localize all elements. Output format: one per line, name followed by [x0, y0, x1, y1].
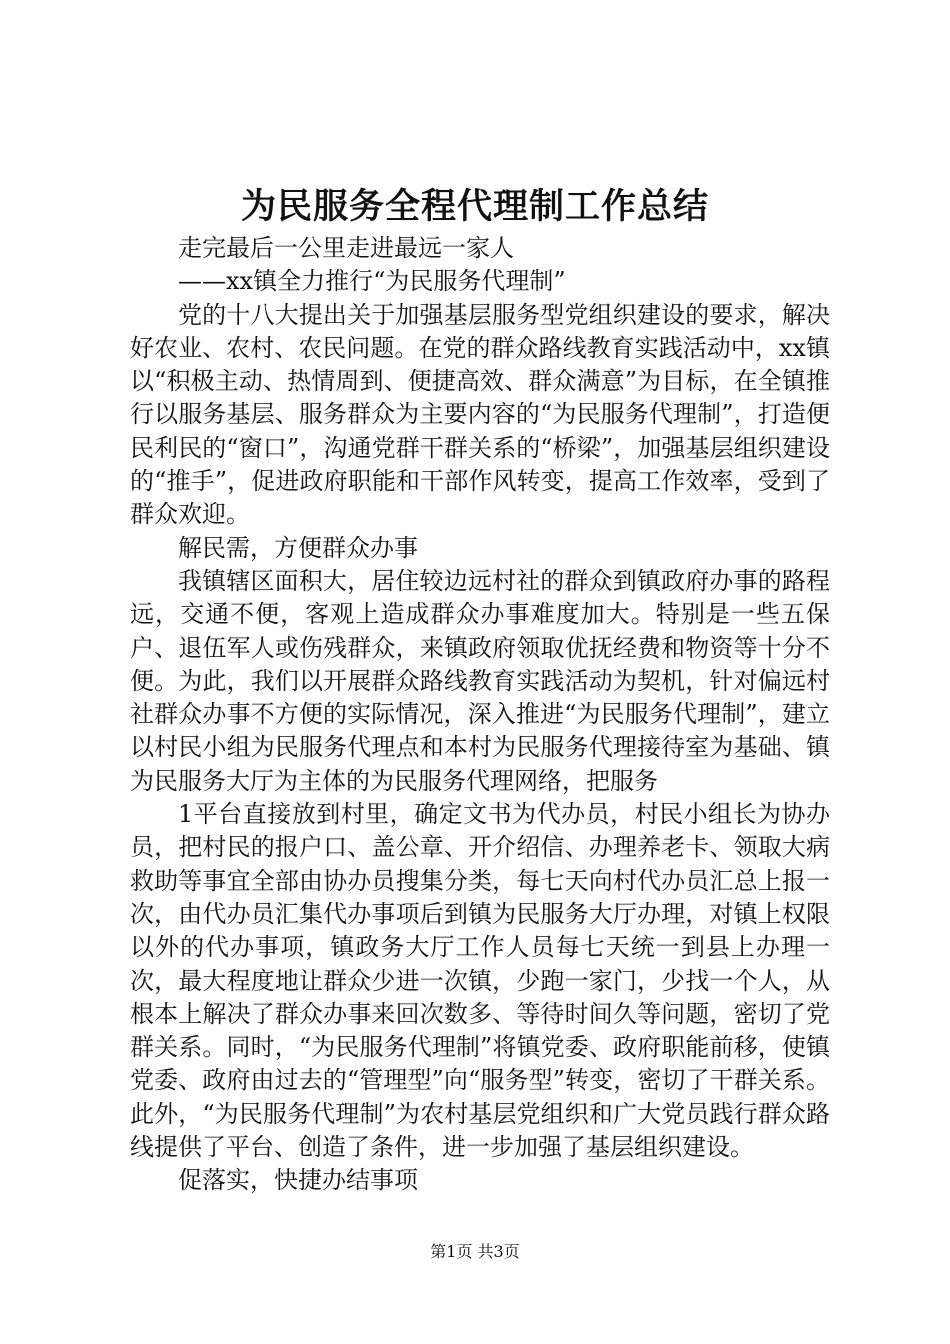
paragraph-body-1: 我镇辖区面积大，居住较边远村社的群众到镇政府办事的路程远，交通不便，客观上造成群众办事难度加大。特别是一些五保户、退伍军人或伤残群众，来镇政府领取优抚经费和物资等十分不便。为此，我们以开展群众路线教育实践活动为契机，针对偏远村社群众办事不方便的实际情况，深入推进“为民服务代理制”，建立以村民小组为民服务代理点和本村为民服务代理接待室为基础、镇为民服务大厅为主体的为民服务代理网络，把服务: [130, 566, 830, 795]
document-body: [130, 232, 830, 1198]
page-number: 第1页 共3页: [430, 1242, 520, 1261]
section-heading-1: 解民需，方便群众办事: [178, 533, 418, 562]
section-heading-2: 促落实，快捷办结事项: [178, 1166, 418, 1195]
paragraph-body-2: 1平台直接放到村里，确定文书为代办员，村民小组长为协办员，把村民的报户口、盖公章、开介绍信、办理养老卡、领取大病救助等事宜全部由协办员搜集分类，每七天向村代办员汇总上报一次，由代办员汇集代办事项后到镇为民服务大厅办理，对镇上权限以外的代办事项，镇政务大厅工作人员每七天统一到县上办理一次，最大程度地让群众少进一次镇，少跑一家门，少找一个人，从根本上解决了群众办事来回次数多、等待时间久等问题，密切了党群关系。同时，“为民服务代理制”将镇党委、政府职能前移，使镇党委、政府由过去的“管理型”向“服务型”转变，密切了干群关系。此外，“为民服务代理制”为农村基层党组织和广大党员践行群众路线提供了平台、创造了条件，进一步加强了基层组织建设。: [130, 800, 830, 1162]
document-title: 为民服务全程代理制工作总结: [240, 186, 709, 227]
paragraph-intro: 党的十八大提出关于加强基层服务型党组织建设的要求，解决好农业、农村、农民问题。在党的群众路线教育实践活动中，xx镇以“积极主动、热情周到、便捷高效、群众满意”为目标，在全镇推行以服务基层、服务群众为主要内容的“为民服务代理制”，打造便民利民的“窗口”，沟通党群干群关系的“桥梁”，加强基层组织建设的“推手”，促进政府职能和干部作风转变，提高工作效率，受到了群众欢迎。: [130, 300, 830, 529]
paragraph-subtitle: 走完最后一公里走进最远一家人: [178, 234, 514, 262]
paragraph-subtitle-2: ——xx镇全力推行“为民服务代理制”: [178, 267, 566, 296]
